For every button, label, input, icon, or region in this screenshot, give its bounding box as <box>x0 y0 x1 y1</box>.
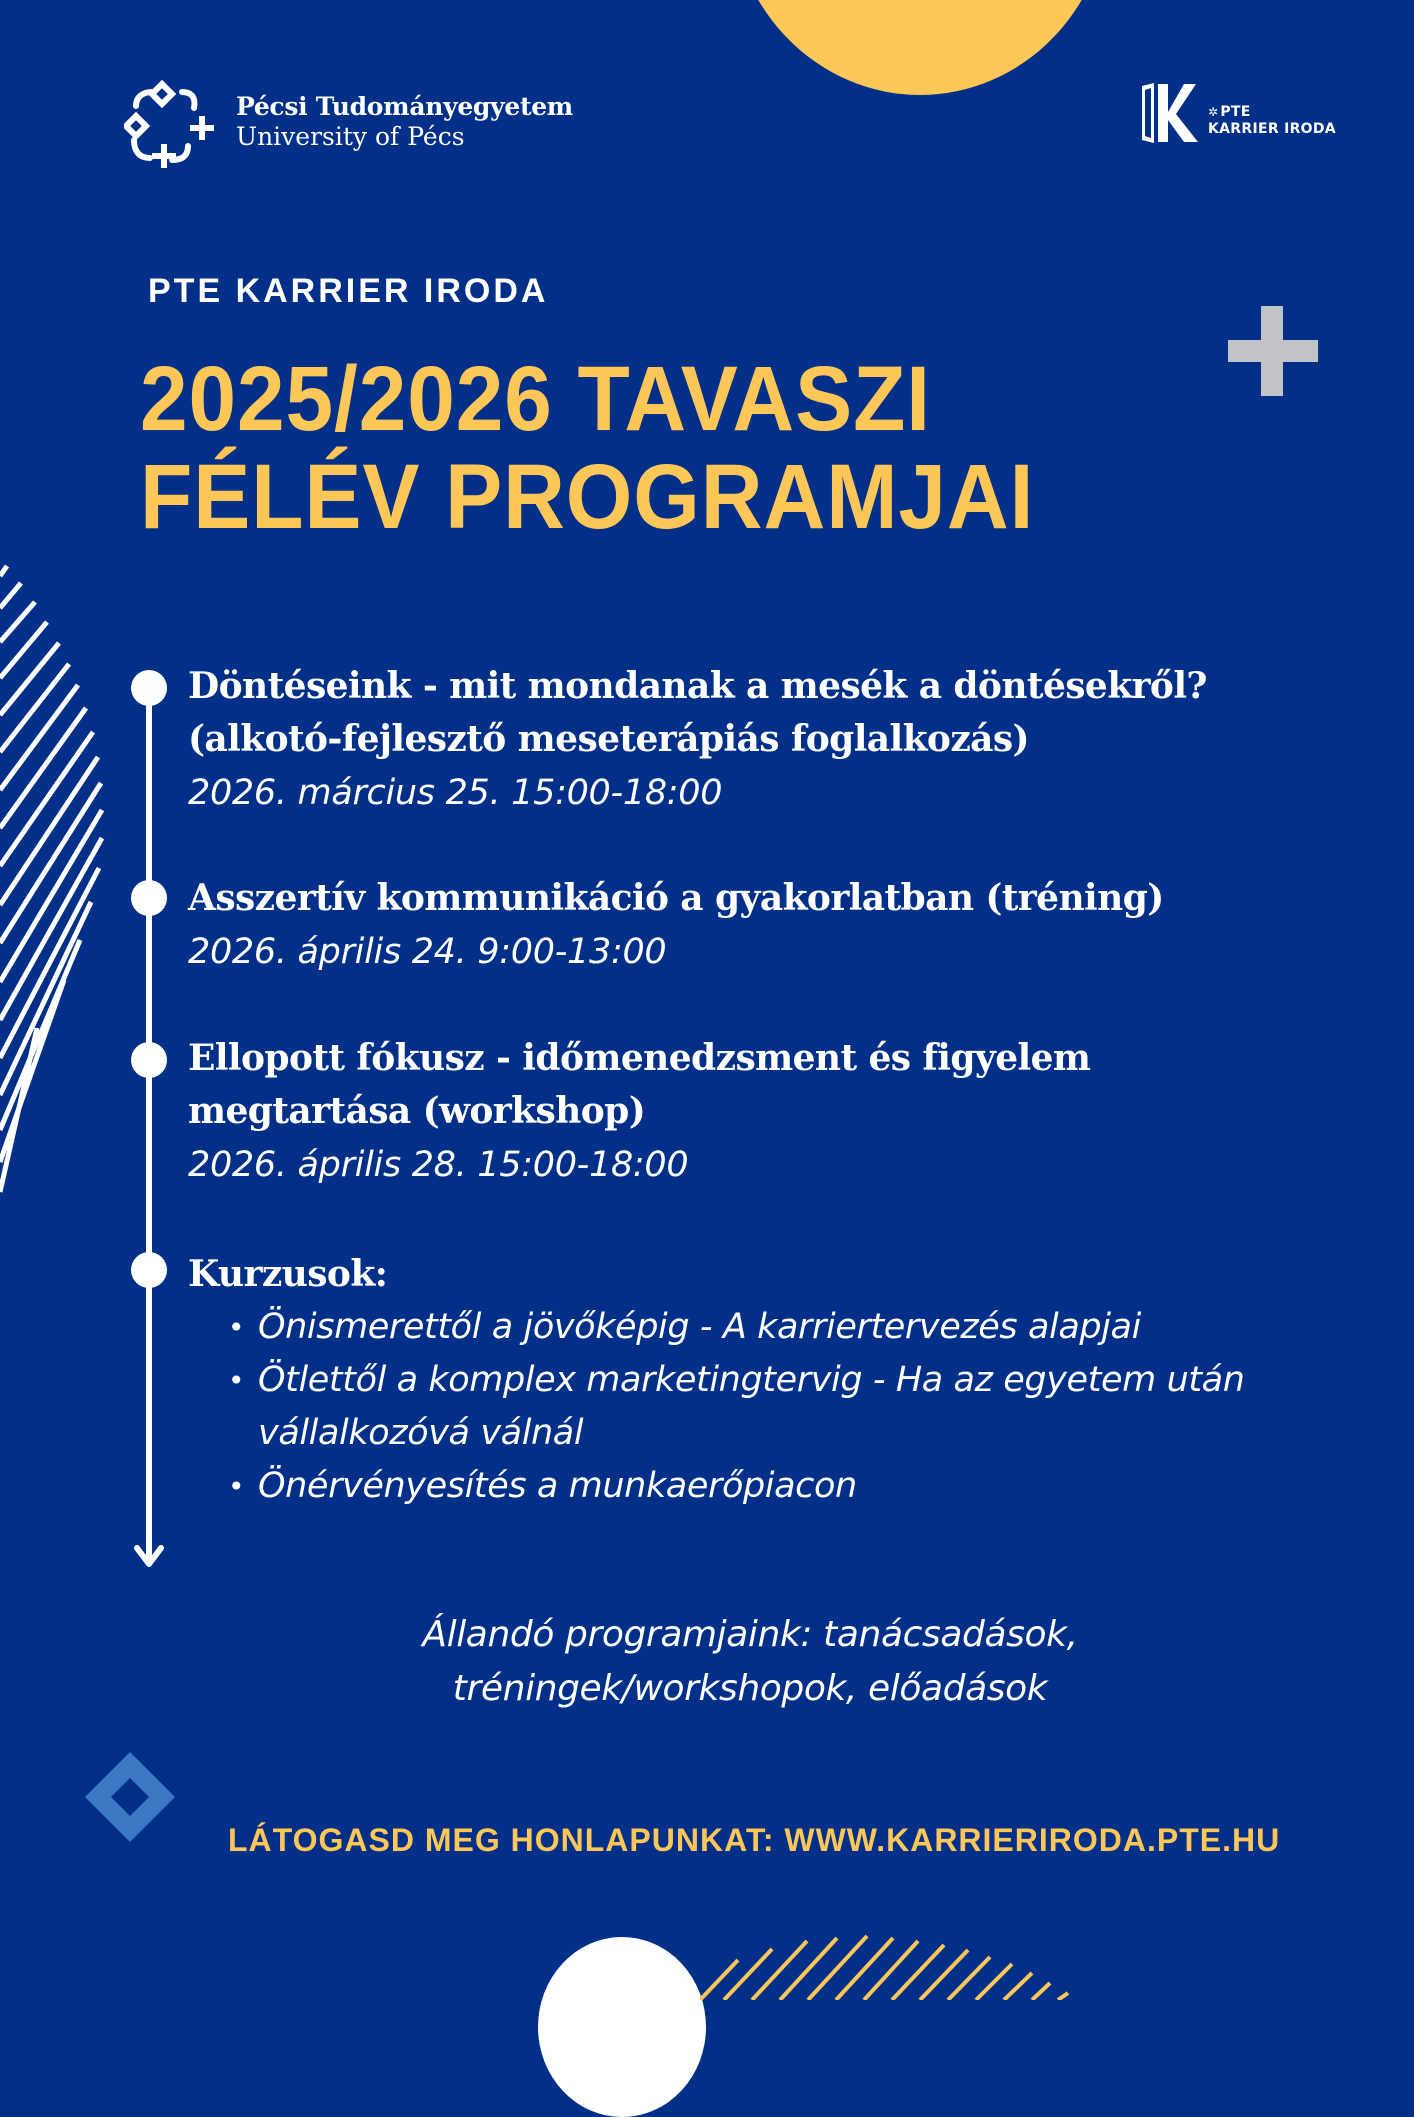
university-name-hu: Pécsi Tudományegyetem <box>236 92 573 121</box>
course-item: • Önismerettől a jövőképig - A karriertervezés alapjai <box>228 1307 1141 1347</box>
timeline-dot <box>131 1042 167 1078</box>
university-logo-icon <box>124 80 216 170</box>
courses-heading: Kurzusok: <box>188 1253 388 1295</box>
university-name <box>236 92 573 152</box>
page-title-line2: FÉLÉV PROGRAMJAI <box>140 446 1035 548</box>
course-item: • Önérvényesítés a munkaerőpiacon <box>228 1466 857 1506</box>
event-title: Ellopott fókusz - időmenedzsment és figyelem <box>188 1037 1091 1079</box>
event-date: 2026. március 25. 15:00-18:00 <box>188 773 723 813</box>
event-item <box>188 1032 1318 1192</box>
karrier-iroda-logo-text: ✲ PTE KARRIER IRODA <box>1208 104 1336 137</box>
event-title: (alkotó-fejlesztő meseterápiás foglalkozás) <box>188 718 1029 760</box>
course-item: • Ötlettől a komplex marketingtervig - Ha az egyetem után vállalkozóvá válnál <box>228 1360 1245 1453</box>
event-item <box>188 872 1318 979</box>
arrow-down-icon <box>131 1540 167 1570</box>
website-link[interactable]: LÁTOGASD MEG HONLAPUNKAT: WWW.KARRIERIRODA.PTE.HU <box>228 1822 1281 1858</box>
gear-icon: ✲ <box>1208 105 1219 119</box>
event-item <box>188 660 1318 820</box>
yellow-stripes-decoration <box>700 1930 1180 2000</box>
university-name-en: University of Pécs <box>236 122 465 151</box>
timeline-dot <box>131 1252 167 1288</box>
timeline-dot <box>131 670 167 706</box>
courses-list <box>188 1301 1318 1513</box>
door-k-logo-icon <box>1140 82 1202 144</box>
event-title: megtartása (workshop) <box>188 1090 646 1132</box>
diagonal-stripes-decoration <box>0 550 110 1270</box>
yellow-half-circle-decoration <box>730 0 1110 95</box>
kicker-label: PTE KARRIER IRODA <box>148 272 549 310</box>
page-title-line1: 2025/2026 TAVASZI <box>140 348 931 450</box>
timeline-dot <box>131 880 167 916</box>
event-title: Asszertív kommunikáció a gyakorlatban (tréning) <box>188 877 1164 919</box>
karrier-iroda-logo <box>1140 82 1370 148</box>
event-date: 2026. április 24. 9:00-13:00 <box>188 932 667 972</box>
page-title <box>140 350 1034 546</box>
permanent-programs-text: Állandó programjaink: tanácsadások, tréningek/workshopok, előadások <box>422 1614 1078 1709</box>
timeline-line <box>146 688 152 1564</box>
event-date: 2026. április 28. 15:00-18:00 <box>188 1145 689 1185</box>
white-half-circle-decoration <box>538 1937 706 2117</box>
plus-icon <box>1228 306 1318 396</box>
diamond-decoration <box>85 1752 175 1842</box>
courses-section <box>188 1248 1318 1513</box>
event-title: Döntéseink - mit mondanak a mesék a döntésekről? <box>188 665 1207 707</box>
